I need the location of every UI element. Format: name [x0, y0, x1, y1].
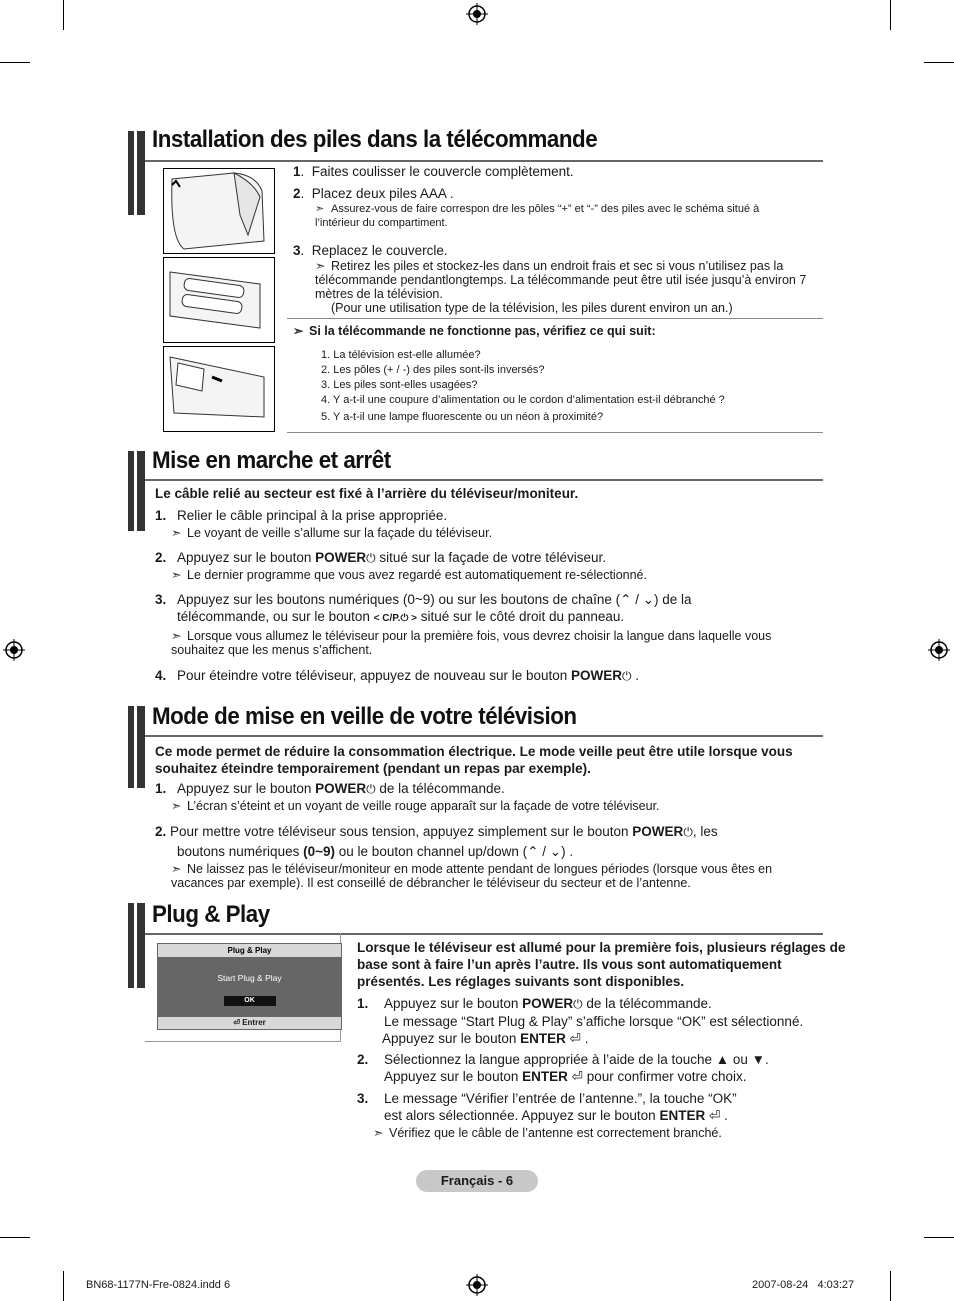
enter-icon: ⏎ — [708, 1108, 721, 1123]
marche-step-3: 3. Appuyez sur les boutons numériques (0~9) ou sur les boutons de chaîne (⌃ / ⌄) de la télécommande, ou sur le bouton < C/P.⏻ > situé sur le côté droit du panneau. — [155, 592, 692, 624]
crop-mark — [0, 62, 30, 63]
arrow-icon: ➣ — [373, 1126, 384, 1140]
veille-intro: Ce mode permet de réduire la consommation électrique. Le mode veille peut être utile lorsque vous souhaitez éteindre temporairement (pendant un repas par exemple). — [155, 744, 793, 776]
check-item: 3. Les piles sont-elles usagées? — [321, 379, 478, 391]
section-divider — [145, 479, 823, 481]
channel-down-icon: ⌄ — [642, 592, 655, 607]
check-bottom-divider — [287, 432, 823, 433]
osd-ok-button[interactable]: OK — [224, 996, 276, 1006]
osd-message: Start Plug & Play — [217, 973, 282, 983]
registration-mark-icon — [3, 639, 25, 661]
section-divider — [145, 160, 823, 162]
crop-mark — [890, 0, 891, 30]
crop-mark — [0, 1237, 30, 1238]
marche-step-2-note: ➣ Le dernier programme que vous avez regardé est automatiquement re-sélectionné. — [171, 568, 647, 582]
osd-title: Plug & Play — [158, 944, 341, 957]
check-divider — [287, 318, 823, 319]
check-list — [321, 348, 821, 425]
osd-footer: ⏎ Entrer — [158, 1017, 341, 1029]
enter-icon: ⏎ — [571, 1069, 583, 1084]
section-marker — [128, 131, 145, 215]
veille-step-2: 2. Pour mettre votre téléviseur sous tension, appuyez simplement sur le bouton POWER⏻, les boutons numériques (0~9) ou le bouton channel up/down (⌃ / ⌄) . — [155, 824, 718, 859]
step-3-note: ➣ Retirez les piles et stockez-les dans un endroit frais et sec si vous n’utilisez pas la télécommande pendantlongtemps. La télécommande peut être util isée jusqu’à environ 7 mètres de la télévision. (Pour une utilisation type de la télévision, les piles durent environ un an.) — [315, 259, 807, 315]
registration-mark-icon — [466, 1274, 488, 1296]
footer-date: 2007-08-24 4:03:27 — [752, 1279, 855, 1291]
check-item: 1. La télévision est-elle allumée? — [321, 349, 481, 361]
veille-step-1: 1. Appuyez sur le bouton POWER⏻ de la télécommande. — [155, 781, 505, 796]
channel-up-icon: ⌃ — [620, 592, 632, 607]
section-title-plug: Plug & Play — [152, 901, 270, 928]
remote-illustration-1 — [163, 168, 275, 254]
section-title-veille: Mode de mise en veille de votre télévision — [152, 703, 577, 730]
remote-illustration-3 — [163, 346, 275, 432]
battery-compartment-icon — [164, 258, 274, 342]
arrow-icon: ➣ — [315, 259, 326, 273]
plug-step-1: 1. Appuyez sur le bouton POWER⏻ de la télécommande. Le message “Start Plug & Play” s’affiche lorsque “OK” est sélectionné. Appuyez sur le bouton ENTER ⏎ . — [357, 996, 804, 1046]
plug-step-3: 3. Le message “Vérifier l’entrée de l’antenne.”, la touche “OK” est alors sélectionnée. Appuyez sur le bouton ENTER ⏎ . — [357, 1091, 737, 1123]
marche-step-1-note: ➣ Le voyant de veille s’allume sur la façade du téléviseur. — [171, 526, 493, 540]
arrow-icon: ➣ — [171, 799, 182, 813]
crop-mark — [63, 1271, 64, 1301]
enter-icon: ⏎ — [569, 1031, 581, 1046]
registration-mark-icon — [928, 639, 950, 661]
arrow-icon: ➣ — [171, 862, 182, 876]
section-title-marche: Mise en marche et arrêt — [152, 447, 391, 474]
step-1: 1. Faites coulisser le couvercle complètement. — [293, 164, 574, 179]
step-2-note: ➣ Assurez-vous de faire correspon dre les pôles “+” et “-” des piles avec le schéma situé à l’intérieur du compartiment. — [315, 203, 760, 229]
step-2: 2. Placez deux piles AAA . — [293, 186, 454, 201]
osd-screen — [157, 943, 342, 1030]
registration-mark-icon — [466, 3, 488, 25]
channel-up-icon: ⌃ — [527, 844, 539, 859]
step-3: 3. Replacez le couvercle. — [293, 243, 448, 258]
power-icon: ⏻ — [366, 782, 376, 796]
marche-step-3-note: ➣ Lorsque vous allumez le téléviseur pour la première fois, vous devrez choisir la langue dans laquelle vous souhaitez que les menus s’affichent. — [171, 629, 772, 657]
marche-intro: Le câble relié au secteur est fixé à l’arrière du téléviseur/moniteur. — [155, 486, 579, 501]
plug-intro: Lorsque le téléviseur est allumé pour la première fois, plusieurs réglages de base sont à faire l’un après l’autre. Ils vous sont automatiquement présentés. Les réglages suivants sont disponibles. — [357, 940, 846, 989]
arrow-icon: ➣ — [315, 203, 325, 215]
section-marker — [128, 903, 145, 988]
section-marker — [128, 451, 145, 531]
crop-mark — [63, 0, 64, 30]
marche-step-4: 4. Pour éteindre votre téléviseur, appuyez de nouveau sur le bouton POWER⏻ . — [155, 668, 640, 683]
section-divider — [145, 735, 823, 737]
remote-illustration-2 — [163, 257, 275, 343]
footer-filename: BN68-1177N-Fre-0824.indd 6 — [86, 1279, 231, 1291]
enter-icon: ⏎ — [233, 1018, 240, 1027]
veille-step-1-note: ➣ L’écran s’éteint et un voyant de veille rouge apparaît sur la façade de votre téléviseur. — [171, 799, 660, 813]
check-item: 5. Y a-t-il une lampe fluorescente ou un néon à proximité? — [321, 411, 604, 423]
check-item: 4. Y a-t-il une coupure d’alimentation ou le cordon d’alimentation est-il débranché ? — [321, 394, 725, 406]
check-title: ➣ Si la télécommande ne fonctionne pas, vérifiez ce qui suit: — [293, 324, 656, 338]
check-item: 2. Les pôles (+ / -) des piles sont-ils inversés? — [321, 364, 545, 376]
channel-down-icon: ⌄ — [549, 844, 562, 859]
power-icon: ⏻ — [622, 669, 632, 683]
section-title-piles: Installation des piles dans la télécommande — [152, 126, 598, 153]
crop-mark — [924, 1237, 954, 1238]
cp-button-icon: < C/P.⏻ > — [373, 613, 417, 624]
remote-cover-icon — [164, 169, 274, 253]
arrow-icon: ➣ — [293, 324, 304, 338]
veille-step-2-note: ➣ Ne laissez pas le téléviseur/moniteur en mode attente pendant de longues périodes (lorsque vous êtes en vacances par exemple). Il est conseillé de débrancher le téléviseur du secteur et de l’antenne. — [171, 862, 773, 890]
arrow-icon: ➣ — [171, 568, 182, 582]
marche-step-2: 2. Appuyez sur le bouton POWER⏻ situé sur la façade de votre téléviseur. — [155, 550, 607, 565]
power-icon: ⏻ — [683, 825, 693, 839]
power-icon: ⏻ — [573, 997, 583, 1011]
arrow-icon: ➣ — [171, 526, 182, 540]
power-icon: ⏻ — [366, 551, 376, 565]
plug-step-2: 2. Sélectionnez la langue appropriée à l’aide de la touche ▲ ou ▼. Appuyez sur le bouton ENTER ⏎ pour confirmer votre choix. — [357, 1052, 769, 1084]
crop-mark — [924, 62, 954, 63]
section-marker — [128, 706, 145, 788]
marche-step-1: 1. Relier le câble principal à la prise appropriée. — [155, 508, 448, 523]
crop-mark — [890, 1271, 891, 1301]
page-number: Français - 6 — [416, 1170, 538, 1192]
arrow-icon: ➣ — [171, 629, 182, 643]
plug-step-3-note: ➣ Vérifiez que le câble de l’antenne est correctement branché. — [373, 1126, 722, 1140]
remote-close-cover-icon — [164, 347, 274, 431]
